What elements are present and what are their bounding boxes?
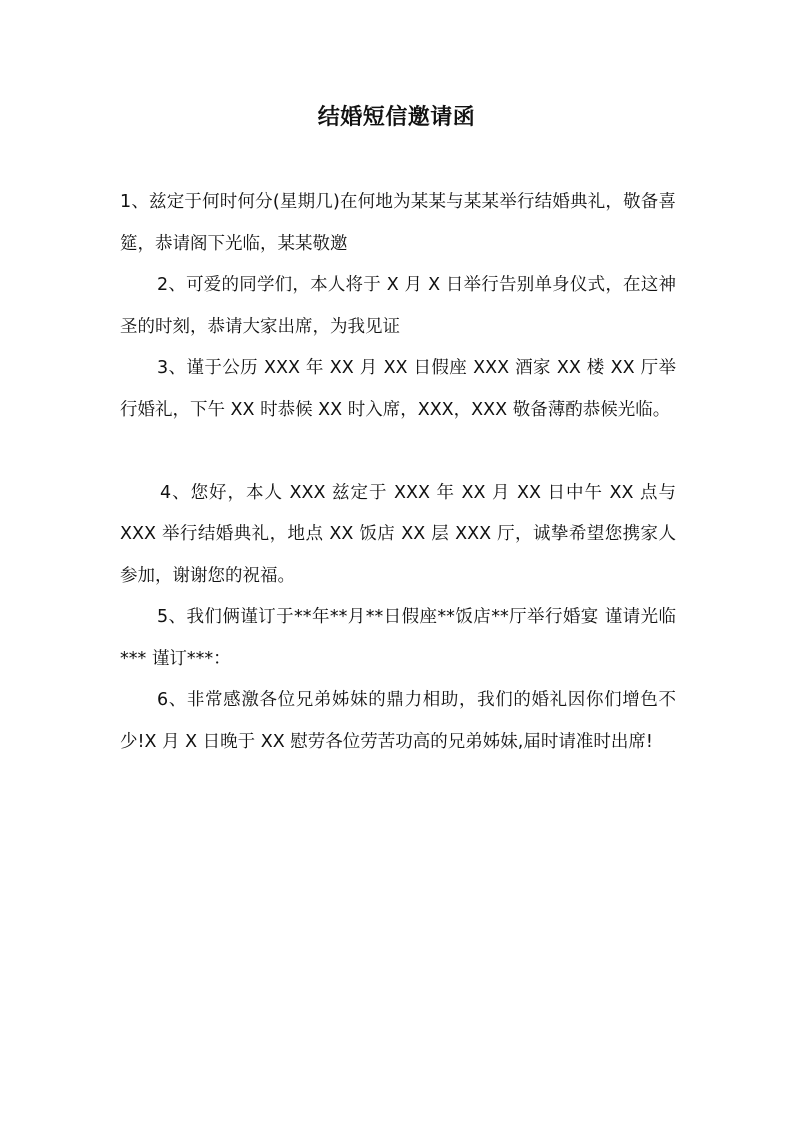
- paragraph-3: 3、谨于公历 XXX 年 XX 月 XX 日假座 XXX 酒家 XX 楼 XX 厅举行婚礼，下午 XX 时恭候 XX 时入席，XXX，XXX 敬备薄酌恭候光临。: [120, 358, 676, 420]
- document-body: [120, 182, 676, 763]
- paragraph-6: 6、非常感激各位兄弟姊妹的鼎力相助，我们的婚礼因你们增色不少!X 月 X 日晚于 XX 慰劳各位劳苦功高的兄弟姊妹,届时请准时出席!: [120, 690, 676, 752]
- document-title: 结婚短信邀请函: [317, 105, 476, 130]
- paragraph-1: 1、兹定于何时何分(星期几)在何地为某某与某某举行结婚典礼，敬备喜筵，恭请阁下光临，某某敬邀: [120, 192, 676, 254]
- paragraph-4: 4、您好，本人 XXX 兹定于 XXX 年 XX 月 XX 日中午 XX 点与XXX 举行结婚典礼，地点 XX 饭店 XX 层 XXX 厅，诚挚希望您携家人参加，谢谢您的祝福。: [120, 482, 676, 586]
- paragraph-5: 5、我们俩谨订于**年**月**日假座**饭店**厅举行婚宴 谨请光临*** 谨订***：: [120, 607, 676, 669]
- paragraph-2: 2、可爱的同学们，本人将于 X 月 X 日举行告别单身仪式，在这神圣的时刻，恭请大家出席，为我见证: [120, 275, 676, 337]
- paragraph-spacer: [120, 431, 676, 473]
